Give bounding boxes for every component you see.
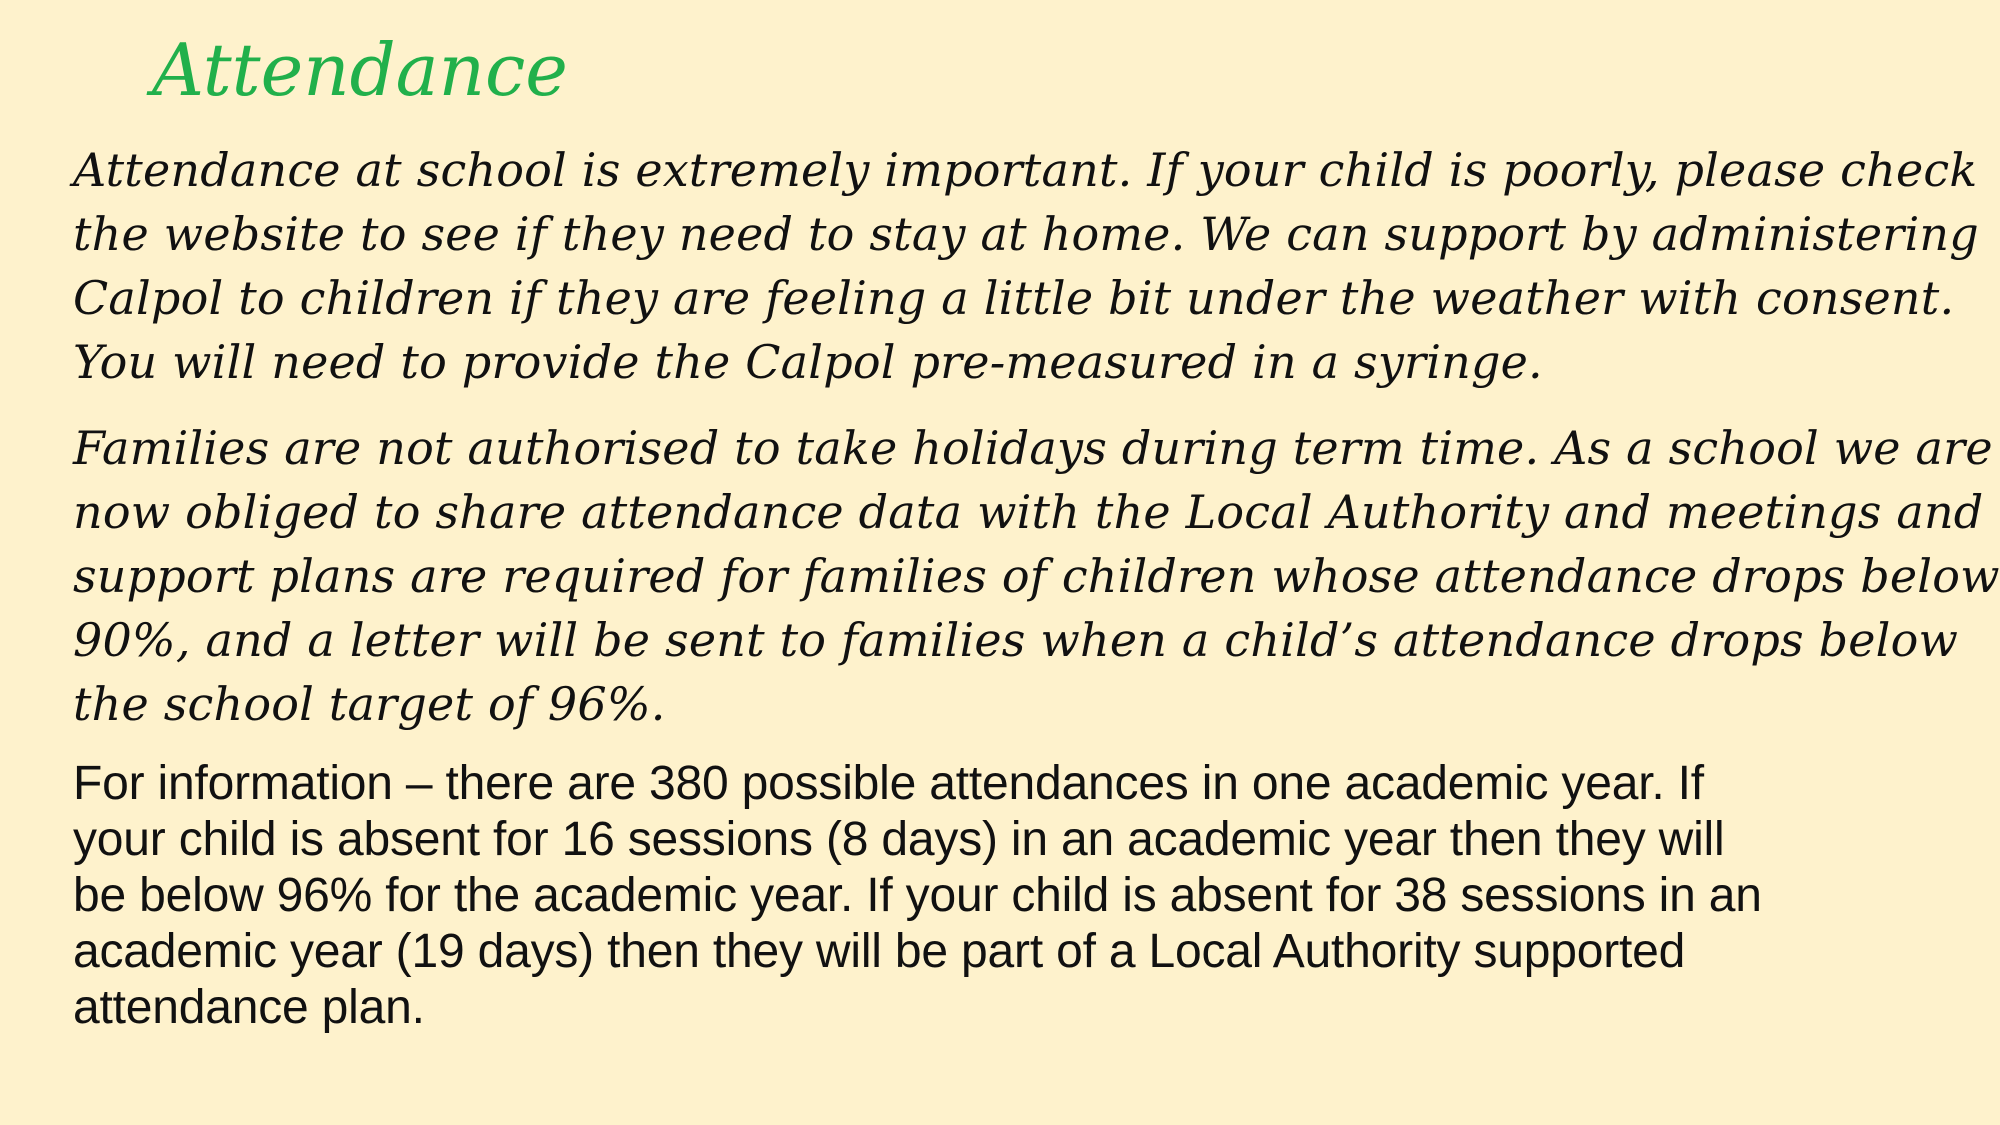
text-line: For information – there are 380 possible attendances in one academic year. If — [73, 757, 1704, 810]
text-line: your child is absent for 16 sessions (8 days) in an academic year then they will — [73, 813, 1725, 866]
text-line: Calpol to children if they are feeling a little bit under the weather with consent. — [73, 271, 1955, 325]
text-line: You will need to provide the Calpol pre-measured in a syringe. — [73, 335, 1543, 389]
text-line: the school target of 96%. — [73, 677, 666, 731]
text-line: 90%, and a letter will be sent to families when a child’s attendance drops below — [73, 613, 1959, 667]
text-line: be below 96% for the academic year. If your child is absent for 38 sessions in an — [73, 869, 1762, 922]
paragraph-attendance-information — [73, 756, 1973, 1036]
text-line: the website to see if they need to stay at home. We can support by administering — [73, 207, 1979, 261]
paragraph-holidays-policy — [73, 416, 2000, 736]
text-line: Families are not authorised to take holidays during term time. As a school we are — [73, 421, 1993, 475]
text-line: attendance plan. — [73, 981, 425, 1034]
text-line: Attendance at school is extremely important. If your child is poorly, please check — [73, 143, 1978, 197]
text-line: academic year (19 days) then they will be part of a Local Authority supported — [73, 925, 1686, 978]
text-line: now obliged to share attendance data with the Local Authority and meetings and — [73, 485, 1984, 539]
text-line: support plans are required for families of children whose attendance drops below — [73, 549, 2000, 603]
paragraph-attendance-importance — [73, 138, 1979, 394]
slide-title: Attendance — [152, 28, 568, 112]
